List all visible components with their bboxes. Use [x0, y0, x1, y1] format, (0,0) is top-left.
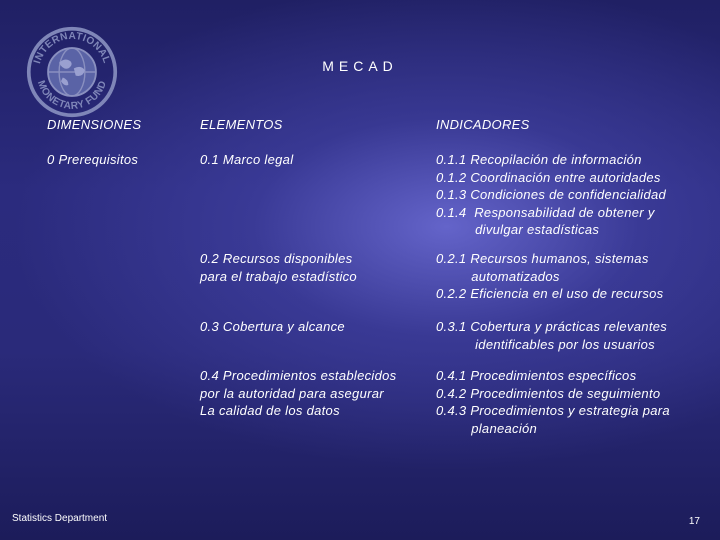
header-dimensiones: DIMENSIONES — [47, 117, 142, 132]
indicadores-0-3: 0.3.1 Cobertura y prácticas relevantes identificables por los usuarios — [436, 319, 668, 352]
indicadores-0-1: 0.1.1 Recopilación de información 0.1.2 Coordinación entre autoridades 0.1.3 Condiciones de confidencialidad 0.1.4 Responsabilidad de obtener y divulgar estadísticas — [436, 152, 667, 237]
svg-text:MONETARY FUND: MONETARY FUND — [34, 79, 110, 112]
indicadores-0-4: 0.4.1 Procedimientos específicos 0.4.2 Procedimientos de seguimiento 0.4.3 Procedimientos y estrategia para planeación — [436, 368, 670, 436]
page-title: MECAD — [322, 58, 398, 74]
svg-text:INTERNATIONAL: INTERNATIONAL — [32, 30, 112, 66]
elemento-0-1: 0.1 Marco legal — [200, 152, 294, 167]
indicadores-0-2: 0.2.1 Recursos humanos, sistemas automatizados 0.2.2 Eficiencia en el uso de recursos — [436, 251, 664, 301]
elemento-0-2: 0.2 Recursos disponibles para el trabajo estadístico — [200, 251, 357, 284]
dimension-label: 0 Prerequisitos — [47, 152, 139, 167]
elemento-0-4: 0.4 Procedimientos establecidos por la autoridad para asegurar La calidad de los datos — [200, 368, 397, 418]
footer-department: Statistics Department — [12, 513, 108, 524]
elemento-0-3: 0.3 Cobertura y alcance — [200, 319, 345, 334]
header-elementos: ELEMENTOS — [200, 117, 283, 132]
header-indicadores: INDICADORES — [436, 117, 530, 132]
page-number: 17 — [688, 516, 700, 527]
